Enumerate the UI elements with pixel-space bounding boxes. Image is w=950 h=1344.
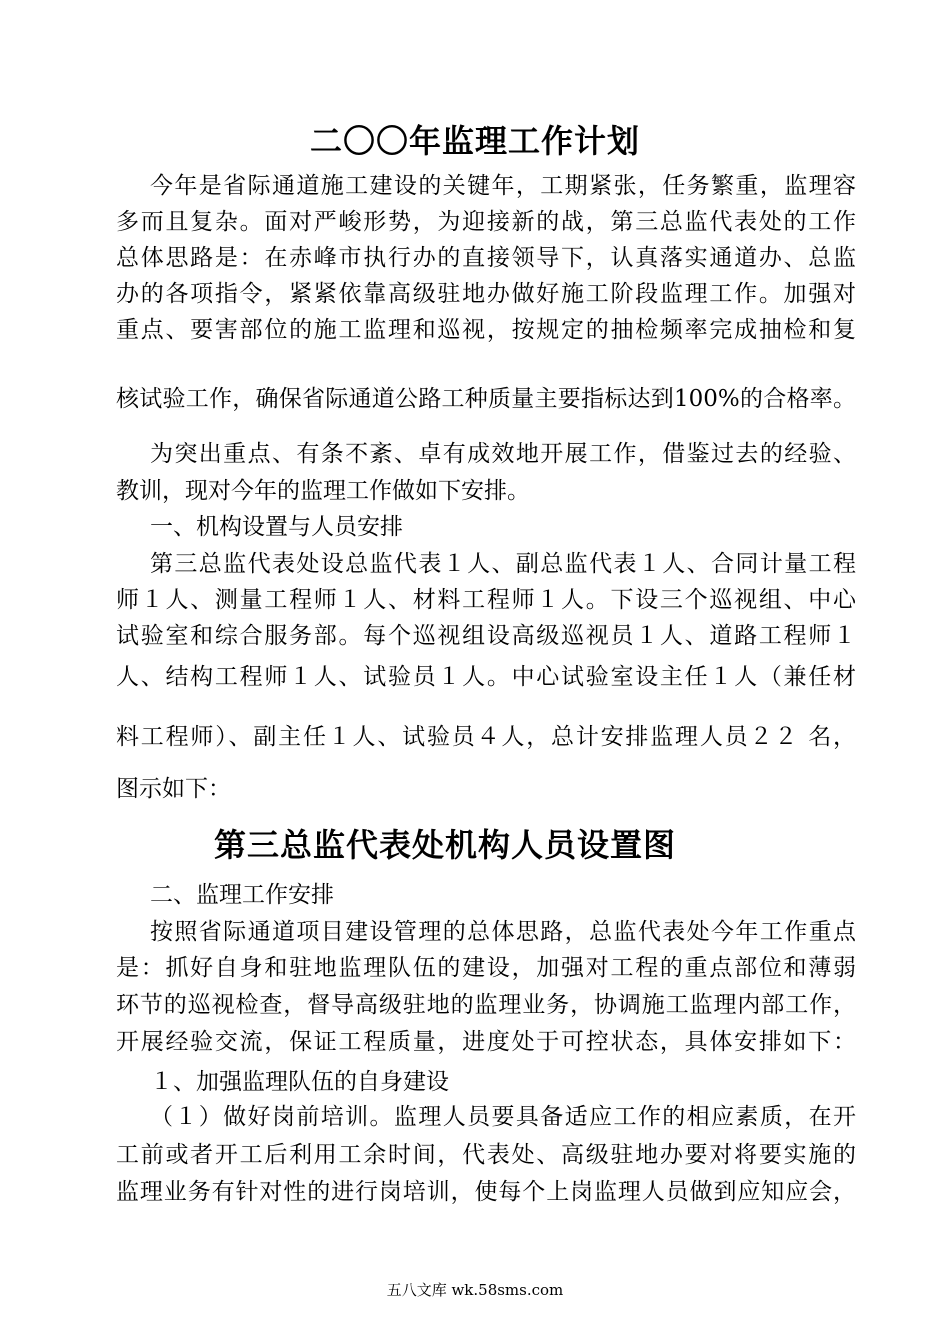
section-heading: 一、机构设置与人员安排 [150, 514, 403, 540]
body-line: 监理业务有针对性的进行岗培训，使每个上岗监理人员做到应知应会， [116, 1179, 856, 1205]
org-chart-title: 第三总监代表处机构人员设置图 [213, 826, 676, 864]
item-heading: １、加强监理队伍的自身建设 [150, 1069, 449, 1095]
body-line: 图示如下： [116, 776, 231, 802]
body-line: 人、结构工程师１人、试验员１人。中心试验室设主任１人（兼任材 [116, 664, 856, 690]
body-line: 开展经验交流，保证工程质量，进度处于可控状态，具体安排如下： [116, 1029, 856, 1055]
body-line: 第三总监代表处设总监代表１人、副总监代表１人、合同计量工程 [150, 551, 856, 577]
body-line: （１）做好岗前培训。监理人员要具备适应工作的相应素质，在开 [150, 1104, 856, 1130]
intro-line: 总体思路是：在赤峰市执行办的直接领导下，认真落实通道办、总监 [116, 245, 856, 271]
body-line: 是：抓好自身和驻地监理队伍的建设，加强对工程的重点部位和薄弱 [116, 955, 856, 981]
intro-line: 办的各项指令，紧紧依靠高级驻地办做好施工阶段监理工作。加强对 [116, 281, 856, 307]
body-line: 料工程师）、副主任１人、试验员４人，总计安排监理人员２２ 名， [116, 724, 856, 750]
body-line: 环节的巡视检查，督导高级驻地的监理业务，协调施工监理内部工作， [116, 992, 856, 1018]
body-line: 师１人、测量工程师１人、材料工程师１人。下设三个巡视组、中心 [116, 587, 856, 613]
body-line: 工前或者开工后利用工余时间，代表处、高级驻地办要对将要实施的 [116, 1142, 856, 1168]
intro-line: 今年是省际通道施工建设的关键年，工期紧张，任务繁重，监理容 [150, 173, 856, 199]
section-heading: 二、监理工作安排 [150, 882, 334, 908]
body-line: 为突出重点、有条不紊、卓有成效地开展工作，借鉴过去的经验、 [150, 441, 856, 467]
intro-line: 多而且复杂。面对严峻形势，为迎接新的战，第三总监代表处的工作 [116, 209, 856, 235]
intro-line: 核试验工作，确保省际通道公路工种质量主要指标达到100%的合格率。 [116, 386, 856, 412]
footer-watermark: 五八文库 wk.58sms.com [386, 1281, 564, 1299]
body-line: 教训，现对今年的监理工作做如下安排。 [116, 478, 530, 504]
intro-line: 重点、要害部位的施工监理和巡视，按规定的抽检频率完成抽检和复 [116, 317, 856, 343]
page-title: 二〇〇年监理工作计划 [309, 122, 640, 160]
body-line: 按照省际通道项目建设管理的总体思路，总监代表处今年工作重点 [150, 919, 856, 945]
body-line: 试验室和综合服务部。每个巡视组设高级巡视员１人、道路工程师１ [116, 623, 856, 649]
